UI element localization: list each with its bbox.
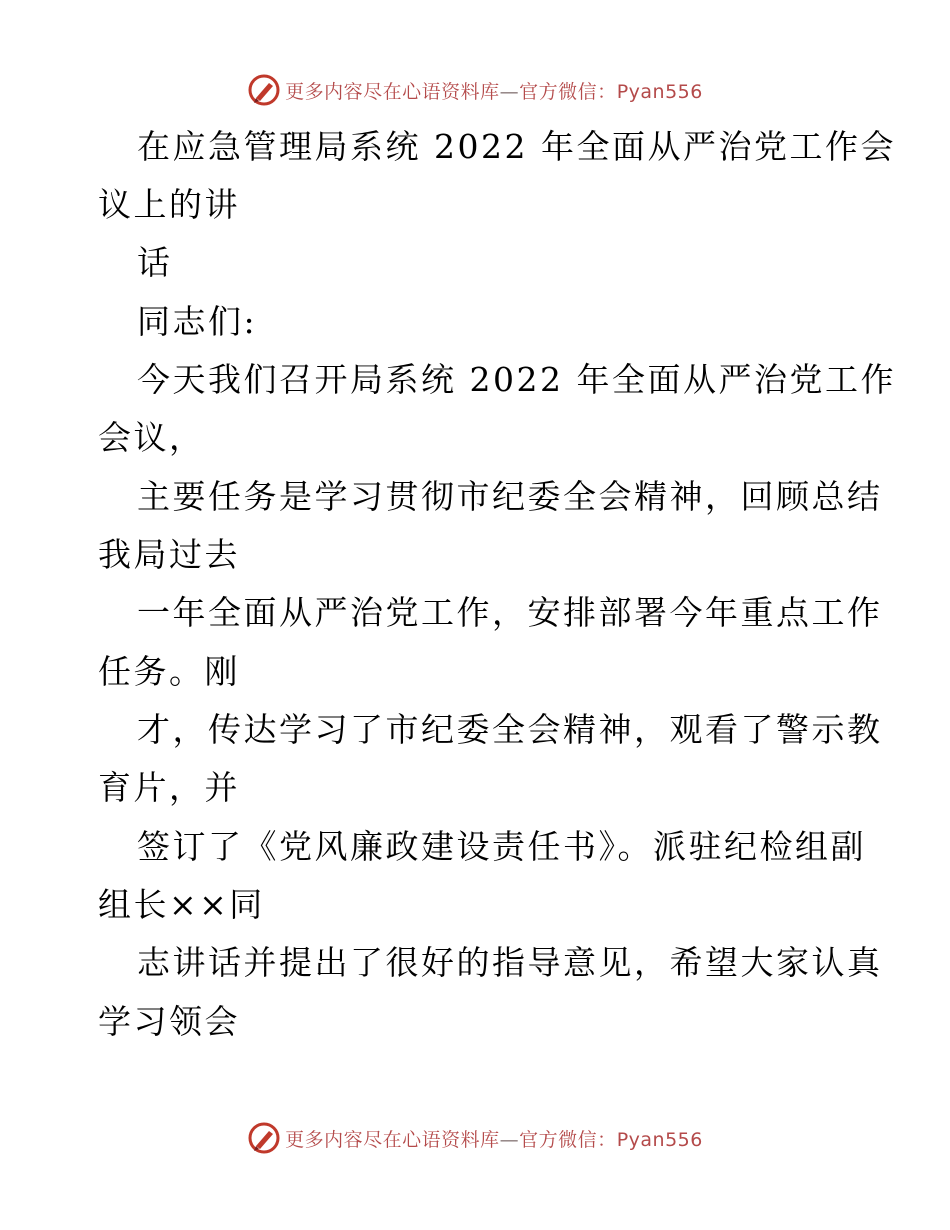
document-line: 签订了《党风廉政建设责任书》。派驻纪检组副 bbox=[137, 827, 866, 866]
header-separator: — bbox=[499, 80, 520, 103]
document-line: 会议， bbox=[98, 418, 205, 457]
document-line: 在应急管理局系统 2022 年全面从严治党工作会 bbox=[137, 127, 896, 166]
footer-wechat-id: Pyan556 bbox=[616, 1128, 703, 1151]
footer-brand: 更多内容尽在心语资料库 bbox=[285, 1128, 500, 1151]
document-line: 我局过去 bbox=[98, 535, 240, 574]
document-line: 议上的讲 bbox=[98, 185, 240, 224]
document-line: 学习领会 bbox=[98, 1002, 240, 1041]
document-line: 主要任务是学习贯彻市纪委全会精神，回顾总结 bbox=[137, 477, 883, 516]
document-line: 话 bbox=[137, 243, 173, 282]
header-wechat-id: Pyan556 bbox=[616, 80, 703, 103]
document-line: 才，传达学习了市纪委全会精神，观看了警示教 bbox=[137, 710, 883, 749]
document-line: 育片，并 bbox=[98, 768, 240, 807]
pen-logo-icon bbox=[247, 73, 281, 107]
document-line: 组长××同 bbox=[98, 885, 265, 924]
header-brand: 更多内容尽在心语资料库 bbox=[285, 80, 500, 103]
document-line: 同志们: bbox=[137, 302, 258, 341]
document-line: 一年全面从严治党工作，安排部署今年重点工作 bbox=[137, 593, 883, 632]
header-wechat-label: 官方微信： bbox=[519, 80, 617, 103]
footer-wechat-label: 官方微信： bbox=[519, 1128, 617, 1151]
header-text bbox=[285, 77, 703, 104]
header-banner bbox=[0, 70, 950, 110]
footer-banner bbox=[0, 1118, 950, 1158]
document-line: 志讲话并提出了很好的指导意见，希望大家认真 bbox=[137, 943, 883, 982]
footer-text bbox=[285, 1125, 703, 1152]
document-line: 任务。刚 bbox=[98, 652, 240, 691]
pen-logo-icon bbox=[247, 1121, 281, 1155]
document-line: 今天我们召开局系统 2022 年全面从严治党工作 bbox=[137, 360, 896, 399]
footer-separator: — bbox=[499, 1128, 520, 1151]
